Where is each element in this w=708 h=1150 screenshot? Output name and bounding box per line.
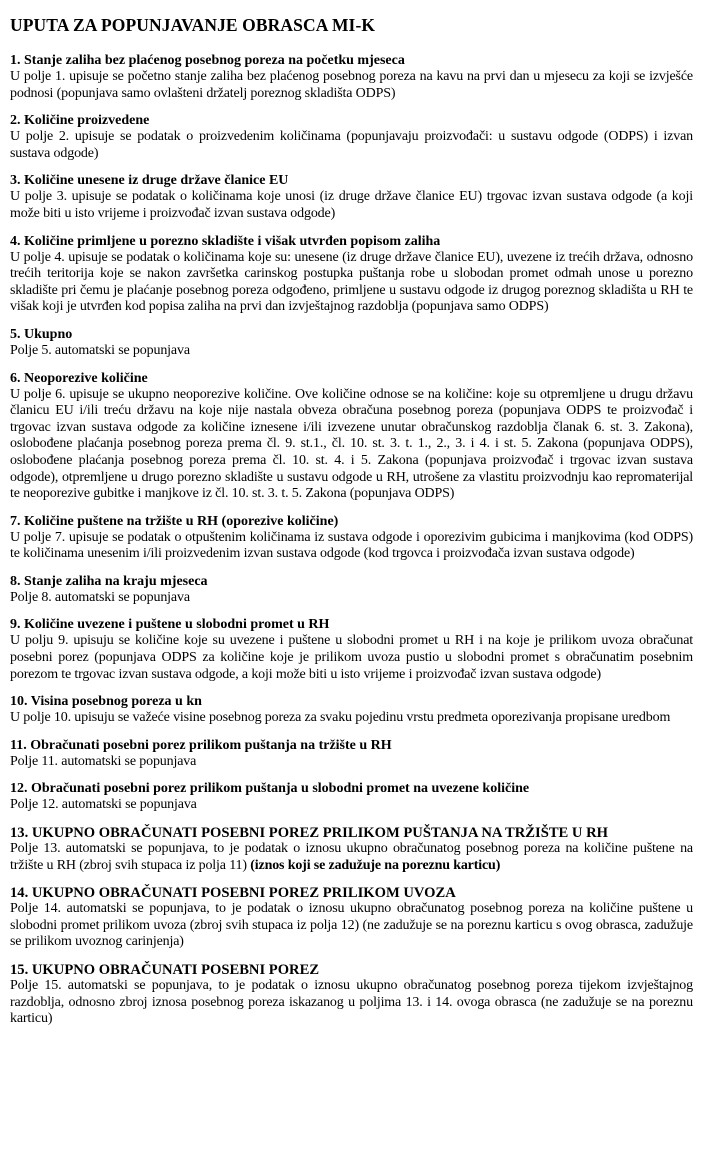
section-body: Polje 5. automatski se popunjava [10,342,190,358]
section-14 [10,885,693,951]
section-3 [10,173,693,222]
section-9 [10,617,693,683]
section-heading: 2. Količine proizvedene [10,113,150,129]
section-heading: 12. Obračunati posebni porez prilikom puštanja u slobodni promet na uvezene količine [10,781,530,797]
section-body: Polje 11. automatski se popunjava [10,753,197,769]
section-body: U polje 3. upisuje se podatak o količinama koje unosi (iz druge države članice EU) trgovac izvan sustava odgode (a koji može biti u isto vrijeme i proizvođač izvan sustava odgode) [10,189,693,221]
section-1 [10,53,693,102]
section-heading: 5. Ukupno [10,326,73,342]
section-heading: 4. Količine primljene u porezno skladište i višak utvrđen popisom zaliha [10,233,441,249]
document-title: UPUTA ZA POPUNJAVANJE OBRASCA MI-K [10,15,376,35]
section-body: U polje 10. upisuju se važeće visine posebnog poreza za svaku pojedinu vrstu predmeta oporezivanja propisane uredbom [10,710,671,726]
section-body: Polje 14. automatski se popunjava, to je podatak o iznosu ukupno obračunatog posebnog poreza na količine puštene u slobodni promet prilikom uvoza (zbroj svih stupaca iz polja 12) (ne zadužuje se na poreznu karticu s ovog obrasca, zadužuje se prilikom uvoznog carinjenja) [10,901,693,950]
section-heading: 7. Količine puštene na tržište u RH (oporezive količine) [10,513,339,529]
section-8 [10,574,693,607]
section-body: U polju 9. upisuju se količine koje su uvezene i puštene u slobodni promet u RH i na koje je prilikom uvoza obračunat posebni porez (popunjava ODPS za količine koje je prilikom uvoza pustio u slobodni promet s obračunatim posebnim porezom te trgovac izvan sustava odgode, a koji može biti u isto vrijeme i proizvođač izvan sustava odgode) [10,633,693,682]
section-15 [10,962,693,1028]
section-body: U polje 4. upisuje se podatak o količinama koje su: unesene (iz druge države članice EU), uvezene iz trećih država, odnosno trećih teritorija koje se nakon završetka carinskog postupka puštanja robe u slobodan promet odmah unose u porezno skladište pri čemu je plaćanje posebnog poreza odgođeno, primljene u sustavu odgode iz drugog poreznog skladišta u RH te višak koji je utvrđen kod popisa zaliha na prvi dan izvještajnog razdoblja (popunjava samo ODPS) [10,249,693,315]
section-heading: 14. UKUPNO OBRAČUNATI POSEBNI POREZ PRILIKOM UVOZA [10,885,456,902]
section-heading: 11. Obračunati posebni porez prilikom puštanja na tržište u RH [10,737,392,753]
section-heading: 8. Stanje zaliha na kraju mjeseca [10,573,208,589]
section-4 [10,234,693,316]
section-11 [10,738,693,771]
section-13 [10,825,693,874]
section-heading: 3. Količine unesene iz druge države članice EU [10,173,289,189]
section-body [10,841,693,874]
section-heading: 15. UKUPNO OBRAČUNATI POSEBNI POREZ [10,962,320,978]
section-body-text: Polje 13. automatski se popunjava, to je podatak o iznosu ukupno obračunatog posebnog poreza na količine puštene na tržište u RH (zbroj svih stupaca iz polja 11) [10,841,693,873]
section-heading: 6. Neoporezive količine [10,370,148,386]
section-body: U polje 2. upisuje se podatak o proizvedenim količinama (popunjavaju proizvođači: u sustavu odgode (ODPS) i izvan sustava odgode) [10,129,693,161]
section-5 [10,327,693,360]
section-heading: 9. Količine uvezene i puštene u slobodni promet u RH [10,617,330,633]
section-body: U polje 1. upisuje se početno stanje zaliha bez plaćenog posebnog poreza na kavu na prvi dan u mjesecu za koji se izvješće podnosi (popunjava samo ovlašteni držatelj poreznog skladišta ODPS) [10,69,693,101]
section-heading: 13. UKUPNO OBRAČUNATI POSEBNI POREZ PRILIKOM PUŠTANJA NA TRŽIŠTE U RH [10,825,609,842]
section-body: U polje 7. upisuje se podatak o otpuštenim količinama iz sustava odgode i oporezivim gubicima i manjkovima (kod ODPS) te količinama unesenim i/ili proizvedenim izvan sustava odgode (kod trgovca i proizvođača izvan sustava odgode) [10,529,693,562]
section-heading: 10. Visina posebnog poreza u kn [10,694,202,710]
section-heading: 1. Stanje zaliha bez plaćenog posebnog poreza na početku mjeseca [10,53,405,68]
section-6 [10,371,693,503]
section-10 [10,694,693,727]
section-body: Polje 8. automatski se popunjava [10,589,190,605]
section-body: Polje 12. automatski se popunjava [10,797,197,813]
section-7 [10,514,693,563]
section-2 [10,113,693,162]
section-body-emphasis: (iznos koji se zadužuje na poreznu karticu) [250,857,501,873]
section-body: Polje 15. automatski se popunjava, to je podatak o iznosu ukupno obračunatog posebnog poreza tijekom izvještajnog razdoblja, odnosno zbroj iznosa posebnog poreza iskazanog u poljima 13. i 14. ovoga obrasca (ne zadužuje se na poreznu karticu) [10,978,693,1027]
section-12 [10,781,693,814]
section-body: U polje 6. upisuje se ukupno neoporezive količine. Ove količine odnose se na količine: koje su otpremljene u drugu državu članicu EU i/ili treću državu na koje nije nastala obveza obračuna posebnog poreza (popunjava ODPS te proizvođač i trgovac izvan sustava odgode za količine iznesene i/ili izvezene unutar obračunskog razdoblja članak 6. st. 3. Zakona), oslobođene plaćanja posebnog poreza prema čl. 9. st.1., čl. 10. st. 3. t. 1., 2., 3. i 4. i st. 5. Zakona (popunjava ODPS), oslobođene plaćanja posebnog poreza prema čl. 10. st. 4. i 5. Zakona (popunjava proizvođač i trgovac izvan sustava odgode), otpremljene u drugo porezno skladište u sustavu odgode u RH, utrošene za vlastitu proizvodnju kao repromaterijal te neoporezive gubitke i manjkove iz čl. 10. st. 3. t. 5. Zakona (popunjava ODPS) [10,386,693,502]
